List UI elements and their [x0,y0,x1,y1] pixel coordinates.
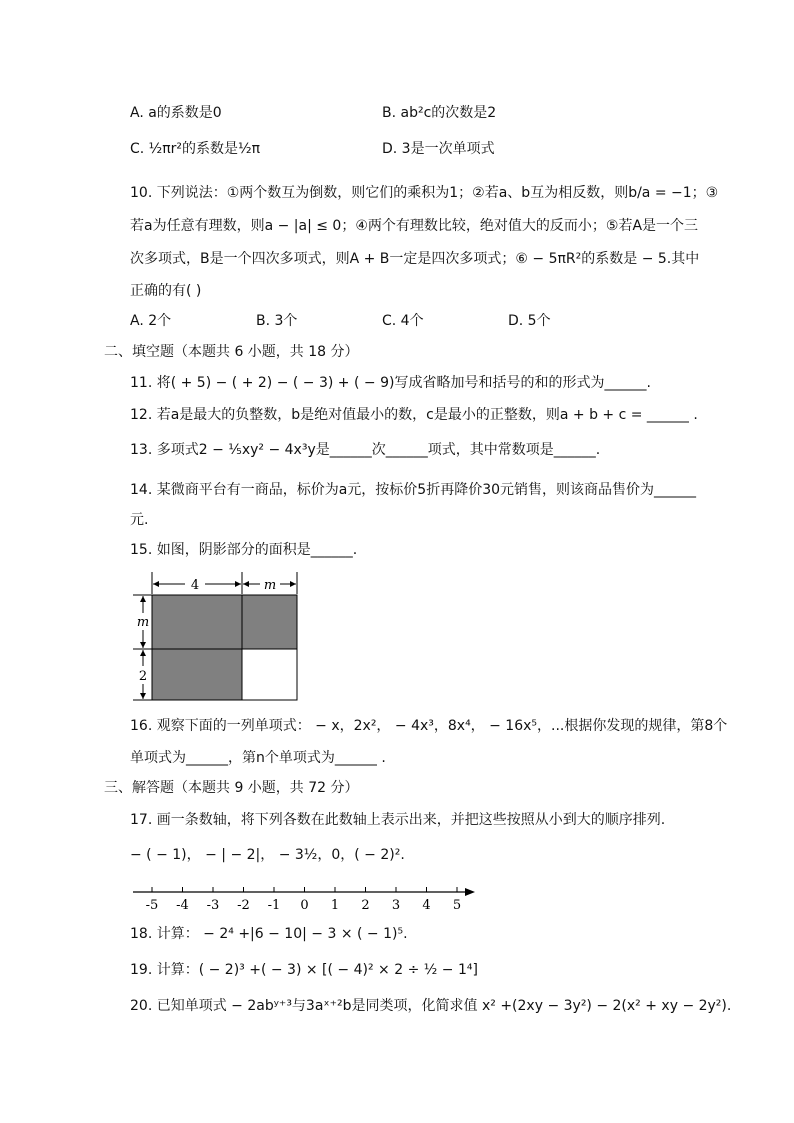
number-line-tick-label: -3 [206,898,220,913]
q12: 12. 若a是最大的负整数，b是绝对值最小的数，c是最小的正整数，则a + b + c = ______ . [130,407,698,423]
q10-line-2: 若a为任意有理数，则a − |a| ≤ 0；④两个有理数比较，绝对值大的反而小；⑤若A是一个三 [130,218,699,234]
q9-option-a: A. a的系数是0 [130,105,222,121]
q9-option-c: C. ½πr²的系数是½π [130,141,261,157]
number-line-tick-label: 0 [300,898,309,913]
q13: 13. 多项式2 − ⅕xy² − 4x³y是______次______项式，其中常数项是______. [130,442,601,458]
figure-label-m-top: m [263,578,277,593]
q14-line-1: 14. 某微商平台有一商品，标价为a元，按标价5折再降价30元销售，则该商品售价为______ [130,482,697,498]
q9-option-b: B. ab²c的次数是2 [382,105,497,121]
q16-line-2: 单项式为______，第n个单项式为______ . [130,750,386,766]
q15: 15. 如图，阴影部分的面积是______. [130,542,358,558]
figure-label-4: 4 [190,578,200,593]
section-3-heading: 三、解答题（本题共 9 小题，共 72 分） [104,780,359,796]
number-line-tick-label: 5 [452,898,462,913]
number-line-tick-label: -5 [145,898,159,913]
q15-figure [125,568,310,708]
q20: 20. 已知单项式 − 2abʸ⁺³与3aˣ⁺²b是同类项，化简求值 x² +(2xy − 3y²) − 2(x² + xy − 2y²). [130,998,732,1014]
figure-label-m-side: m [136,615,150,630]
q17-line-2: − ( − 1)， − | − 2|， − 3½，0，( − 2)². [130,847,405,863]
number-line-tick-label: 4 [422,898,431,913]
q17-line-1: 17. 画一条数轴，将下列各数在此数轴上表示出来，并把这些按照从小到大的顺序排列. [130,812,666,828]
number-line [125,880,485,914]
q10-option-a: A. 2个 [130,313,172,329]
number-line-tick-label: 3 [391,898,401,913]
figure-shaded-rect-bottom-left [152,649,242,700]
figure-shaded-rect-top-left [152,595,242,649]
number-line-tick-label: -2 [237,898,250,913]
number-line-arrow-icon [465,888,475,896]
q18: 18. 计算： − 2⁴ +|6 − 10| − 3 × ( − 1)⁵. [130,926,408,942]
section-2-heading: 二、填空题（本题共 6 小题，共 18 分） [104,344,359,360]
q11: 11. 将( + 5) − ( + 2) − ( − 3) + ( − 9)写成省略加号和括号的和的形式为______. [130,375,651,391]
q9-option-d: D. 3是一次单项式 [382,141,495,157]
figure-white-rect [242,649,297,700]
number-line-tick-label: -4 [176,898,189,913]
figure-shaded-rect-top-right [242,595,297,649]
figure-label-2: 2 [138,669,148,684]
q10-option-c: C. 4个 [382,313,424,329]
q10-option-b: B. 3个 [256,313,298,329]
q16-line-1: 16. 观察下面的一列单项式： − x，2x²， − 4x³，8x⁴， − 16x⁵，...根据你发现的规律，第8个 [130,718,728,734]
q10-line-1: 10. 下列说法：①两个数互为倒数，则它们的乘积为1；②若a、b互为相反数，则b/a = −1；③ [130,185,719,201]
number-line-tick-label: -1 [267,898,281,913]
number-line-tick-label: 2 [361,898,370,913]
q19: 19. 计算：( − 2)³ +( − 3) × [( − 4)² × 2 ÷ ½ − 1⁴] [130,962,478,978]
q10-line-4: 正确的有( ) [130,283,202,299]
q10-option-d: D. 5个 [508,313,551,329]
number-line-tick-label: 1 [330,898,340,913]
q10-line-3: 次多项式，B是一个四次多项式，则A + B一定是四次多项式；⑥ − 5πR²的系数是 − 5.其中 [130,251,700,267]
q14-line-2: 元. [130,512,149,528]
